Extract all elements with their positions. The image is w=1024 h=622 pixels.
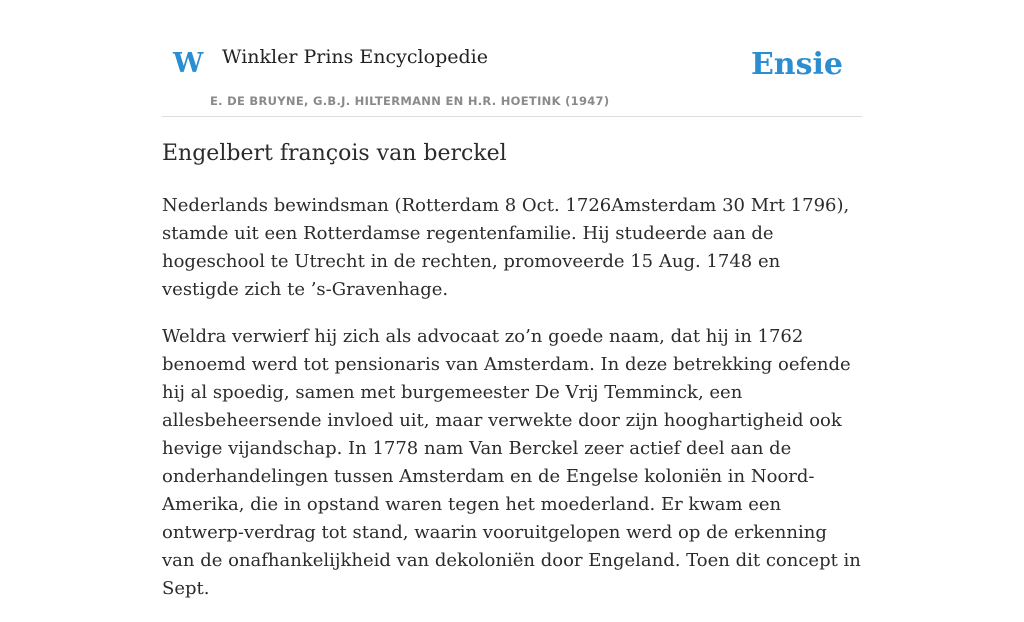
source-header: [162, 0, 862, 117]
article-title: Engelbert françois van berckel: [162, 141, 507, 166]
source-authors: E. DE BRUYNE, G.B.J. HILTERMANN EN H.R. HOETINK (1947): [210, 94, 610, 108]
source-title[interactable]: Winkler Prins Encyclopedie: [222, 46, 488, 68]
article-body: [162, 192, 862, 622]
winkler-prins-logo-icon[interactable]: W: [173, 48, 204, 79]
article-paragraph: Weldra verwierf hij zich als advocaat zo’n goede naam, dat hij in 1762 benoemd werd tot pensionaris van Amsterdam. In deze betrekking oefende hij al spoedig, samen met burgemeester De Vrij Temminck, een allesbeheersende invloed uit, maar verwekte door zijn hooghartigheid ook hevige vijandschap. In 1778 nam Van Berckel zeer actief deel aan de onderhandelingen tussen Amsterdam en de Engelse koloniën in Noord-Amerika, die in opstand waren tegen het moederland. Er kwam een ontwerp-verdrag tot stand, waarin vooruitgelopen werd op de erkenning van de onafhankelijkheid van dekoloniën door Engeland. Toen dit concept in Sept.: [162, 326, 861, 599]
article-paragraph: Nederlands bewindsman (Rotterdam 8 Oct. 1726Amsterdam 30 Mrt 1796), stamde uit een Rotterdamse regentenfamilie. Hij studeerde aan de hogeschool te Utrecht in de rechten, promoveerde 15 Aug. 1748 en vestigde zich te ’s-Gravenhage.: [162, 195, 850, 300]
ensie-brand-logo[interactable]: Ensie: [750, 47, 843, 82]
